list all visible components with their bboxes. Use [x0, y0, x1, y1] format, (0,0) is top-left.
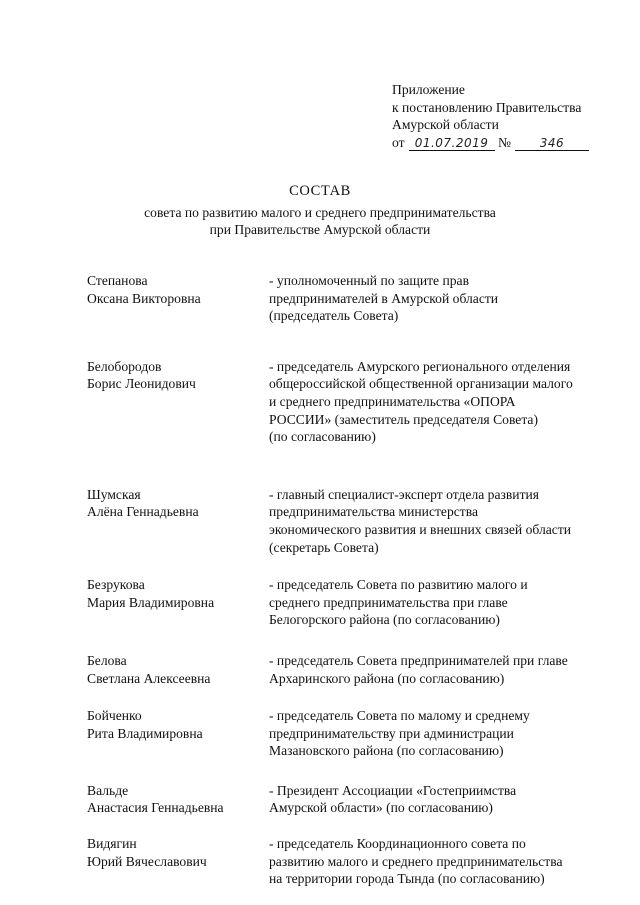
member-entry: [87, 486, 617, 556]
role-line: (по согласованию): [269, 429, 376, 445]
role-line: развитию малого и среднего предпринимательства: [269, 853, 563, 869]
role-line: Мазановского района (по согласованию): [269, 743, 504, 759]
role-line: предпринимательства министерства: [269, 504, 479, 520]
appendix-resolution: к постановлению Правительства: [392, 99, 582, 115]
handwritten-number: 346: [515, 136, 589, 151]
role-line: - Президент Ассоциации «Гостеприимства: [269, 782, 517, 798]
title-subject: совета по развитию малого и среднего предпринимательства: [144, 204, 496, 220]
role-line: - уполномоченный по защите прав: [269, 273, 469, 288]
member-given-name: Рита Владимировна: [87, 725, 203, 741]
member-given-name: Оксана Викторовна: [87, 290, 201, 306]
role-line: РОССИИ» (заместитель председателя Совета): [269, 411, 538, 427]
member-name: [87, 782, 269, 817]
role-line: экономического развития и внешних связей области: [269, 521, 572, 537]
role-line: (председатель Совета): [269, 308, 399, 324]
member-surname: Вальде: [87, 782, 129, 798]
member-entry: [87, 835, 617, 888]
member-name: [87, 835, 269, 870]
title-body: при Правительстве Амурской области: [209, 222, 431, 238]
member-entry: [87, 652, 617, 687]
role-line: - председатель Координационного совета по: [269, 836, 526, 852]
role-line: Амурской области» (по согласованию): [269, 800, 493, 816]
member-role: [269, 782, 614, 817]
appendix-label: Приложение: [392, 82, 465, 97]
role-line: предпринимателей в Амурской области: [269, 290, 499, 306]
number-sign: №: [497, 134, 511, 150]
member-entry: [87, 272, 617, 325]
member-surname: Видягин: [87, 836, 137, 852]
member-name: [87, 576, 269, 611]
date-prefix: от: [392, 134, 405, 150]
member-surname: Белова: [87, 652, 127, 668]
title-heading: СОСТАВ: [289, 183, 351, 199]
member-role: [269, 835, 614, 888]
role-line: - главный специалист-эксперт отдела развития: [269, 486, 540, 502]
member-name: [87, 272, 269, 307]
role-line: Архаринского района (по согласованию): [269, 670, 505, 686]
role-line: и среднего предпринимательства «ОПОРА: [269, 393, 516, 409]
role-line: общероссийской общественной организации малого: [269, 376, 573, 392]
member-surname: Шумская: [87, 486, 141, 502]
member-role: [269, 707, 614, 760]
role-line: Белогорского района (по согласованию): [269, 612, 500, 628]
member-list: [87, 272, 617, 888]
role-line: - председатель Амурского регионального отделения: [269, 358, 571, 374]
member-role: [269, 576, 614, 629]
member-surname: Степанова: [87, 273, 148, 288]
appendix-block: [392, 81, 622, 151]
member-given-name: Мария Владимировна: [87, 594, 215, 610]
member-name: [87, 652, 269, 687]
member-role: [269, 652, 614, 687]
member-given-name: Борис Леонидович: [87, 376, 196, 392]
role-line: - председатель Совета по малому и среднему: [269, 708, 530, 724]
member-given-name: Анастасия Геннадьевна: [87, 800, 224, 816]
member-name: [87, 486, 269, 521]
role-line: среднего предпринимательства при главе: [269, 594, 508, 610]
member-given-name: Светлана Алексеевна: [87, 670, 211, 686]
member-entry: [87, 358, 617, 446]
member-role: [269, 486, 614, 556]
role-line: (секретарь Совета): [269, 539, 379, 555]
member-given-name: Юрий Вячеславович: [87, 853, 207, 869]
member-surname: Бойченко: [87, 708, 142, 724]
member-surname: Белобородов: [87, 358, 162, 374]
member-name: [87, 707, 269, 742]
member-entry: [87, 576, 617, 629]
role-line: на территории города Тында (по согласованию): [269, 871, 545, 887]
handwritten-date: 01.07.2019: [409, 136, 495, 151]
member-name: [87, 358, 269, 393]
member-surname: Безрукова: [87, 577, 145, 593]
role-line: предпринимательству при администрации: [269, 725, 514, 741]
member-role: [269, 358, 614, 446]
member-given-name: Алёна Геннадьевна: [87, 504, 199, 520]
member-entry: [87, 782, 617, 817]
member-entry: [87, 707, 617, 760]
document-title: [0, 183, 640, 239]
role-line: - председатель Совета предпринимателей при главе: [269, 652, 568, 668]
role-line: - председатель Совета по развитию малого и: [269, 577, 528, 593]
appendix-date-number: [392, 134, 622, 152]
appendix-region: Амурской области: [392, 117, 499, 133]
member-role: [269, 272, 614, 325]
